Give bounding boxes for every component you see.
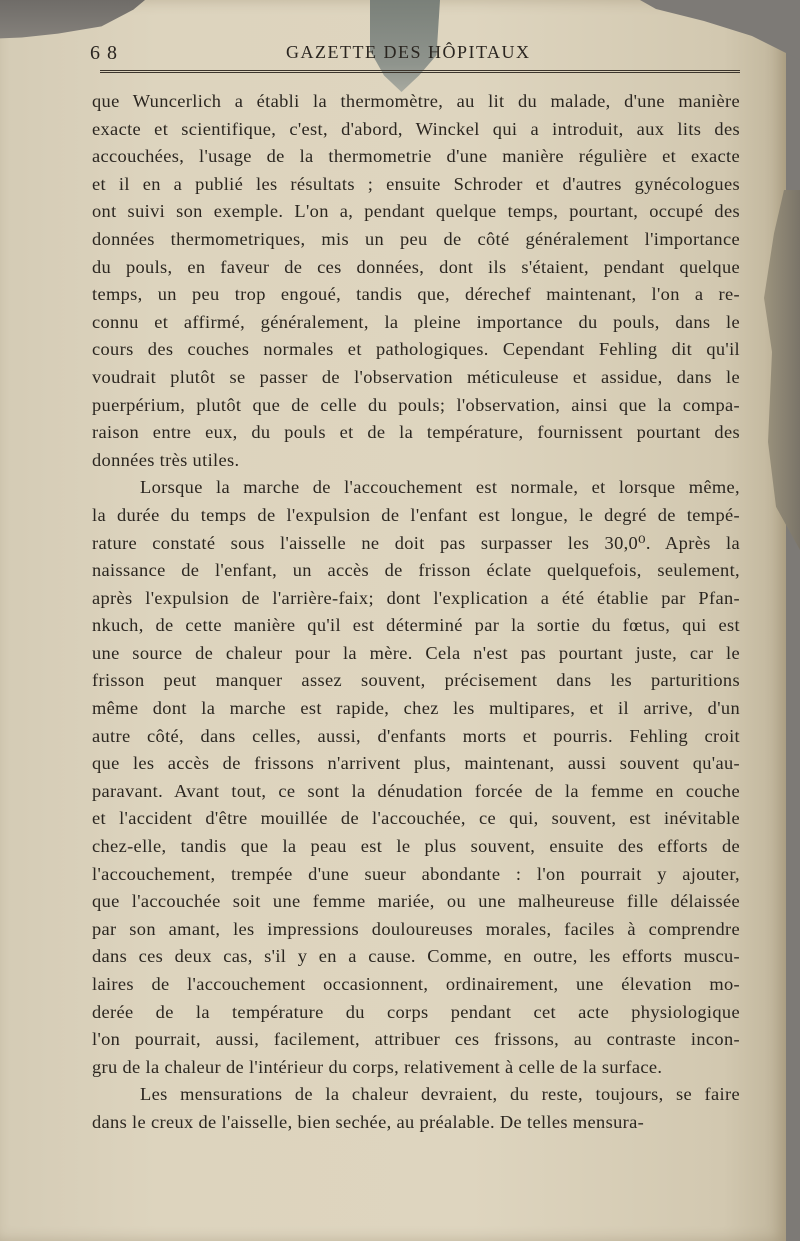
header-rule bbox=[100, 70, 740, 73]
text-line: connu et affirmé, généralement, la pleine importance du pouls, dans le bbox=[92, 311, 740, 332]
text-line: nkuch, de cette manière qu'il est déterminé par la sortie du fœtus, qui est bbox=[92, 615, 740, 636]
page-number: 6 8 bbox=[90, 42, 118, 64]
text-line: accouchées, l'usage de la thermometrie d'une manière régulière et exacte bbox=[92, 146, 740, 167]
text-line: et l'accident d'être mouillée de l'accouchée, ce qui, souvent, est inévitable bbox=[92, 808, 740, 829]
text-line: Les mensurations de la chaleur devraient, du reste, toujours, se faire bbox=[140, 1084, 740, 1105]
text-line: la durée du temps de l'expulsion de l'enfant est longue, le degré de tempé- bbox=[92, 504, 740, 525]
text-line: l'accouchement, trempée d'une sueur abondante : l'on pourrait y ajouter, bbox=[92, 863, 740, 884]
text-line: frisson peut manquer assez souvent, précisement dans les parturitions bbox=[92, 670, 740, 691]
text-line: chez-elle, tandis que la peau est le plus souvent, ensuite des efforts de bbox=[92, 836, 740, 857]
page-header bbox=[60, 34, 740, 74]
text-line: puerpérium, plutôt que de celle du pouls; l'observation, ainsi que la compa- bbox=[92, 394, 740, 415]
text-line: une source de chaleur pour la mère. Cela n'est pas pourtant juste, car le bbox=[92, 642, 740, 663]
body-text bbox=[92, 88, 740, 1137]
text-line: rature constaté sous l'aisselle ne doit pas surpasser les 30,0⁰. Après la bbox=[92, 532, 740, 553]
text-line: autre côté, dans celles, aussi, d'enfants morts et pourris. Fehling croit bbox=[92, 725, 740, 746]
text-line: raison entre eux, du pouls et de la température, fournissent pourtant des bbox=[92, 422, 740, 443]
paragraph bbox=[92, 88, 740, 474]
text-line: voudrait plutôt se passer de l'observation méticuleuse et assidue, dans le bbox=[92, 366, 740, 387]
paragraph bbox=[92, 474, 740, 1081]
text-line: données très utiles. bbox=[92, 449, 240, 470]
text-line: dans le creux de l'aisselle, bien sechée, au préalable. De telles mensura- bbox=[92, 1111, 645, 1132]
paragraph bbox=[92, 1081, 740, 1136]
text-line: du pouls, en faveur de ces données, dont ils s'étaient, pendant quelque bbox=[92, 256, 740, 277]
text-line: et il en a publié les résultats ; ensuite Schroder et d'autres gynécologues bbox=[92, 173, 740, 194]
text-line: dans ces deux cas, s'il y en a cause. Comme, en outre, les efforts muscu- bbox=[92, 946, 740, 967]
text-line: par son amant, les impressions douloureuses morales, faciles à comprendre bbox=[92, 918, 740, 939]
text-line: même dont la marche est rapide, chez les multipares, et il arrive, d'un bbox=[92, 698, 740, 719]
text-line: paravant. Avant tout, ce sont la dénudation forcée de la femme en couche bbox=[92, 780, 740, 801]
text-line: après l'expulsion de l'arrière-faix; dont l'explication a été établie par Pfan- bbox=[92, 587, 740, 608]
text-line: données thermometriques, mis un peu de côté généralement l'importance bbox=[92, 228, 740, 249]
text-line: que les accès de frissons n'arrivent plus, maintenant, aussi souvent qu'au- bbox=[92, 753, 740, 774]
text-line: derée de la température du corps pendant cet acte physiologique bbox=[92, 1001, 740, 1022]
running-title: GAZETTE DES HÔPITAUX bbox=[286, 42, 531, 62]
text-line: que Wuncerlich a établi la thermomètre, au lit du malade, d'une manière bbox=[92, 91, 740, 111]
text-line: ont suivi son exemple. L'on a, pendant quelque temps, pourtant, occupé des bbox=[92, 201, 740, 222]
text-line: cours des couches normales et pathologiques. Cependant Fehling dit qu'il bbox=[92, 339, 740, 360]
text-line: l'on pourrait, aussi, facilement, attribuer ces frissons, au contraste incon- bbox=[92, 1029, 740, 1050]
text-line: gru de la chaleur de l'intérieur du corps, relativement à celle de la surface. bbox=[92, 1056, 663, 1077]
text-line: naissance de l'enfant, un accès de frisson éclate quelquefois, seulement, bbox=[92, 560, 740, 581]
text-line: que l'accouchée soit une femme mariée, ou une malheureuse fille délaissée bbox=[92, 891, 740, 912]
text-line: temps, un peu trop engoué, tandis que, dérechef maintenant, l'on a re- bbox=[92, 284, 740, 305]
text-line: Lorsque la marche de l'accouchement est normale, et lorsque même, bbox=[140, 477, 740, 498]
text-line: exacte et scientifique, c'est, d'abord, Winckel qui a introduit, aux lits des bbox=[92, 118, 740, 139]
torn-edge-right bbox=[760, 190, 800, 550]
text-line: laires de l'accouchement occasionnent, ordinairement, une élevation mo- bbox=[92, 974, 740, 994]
